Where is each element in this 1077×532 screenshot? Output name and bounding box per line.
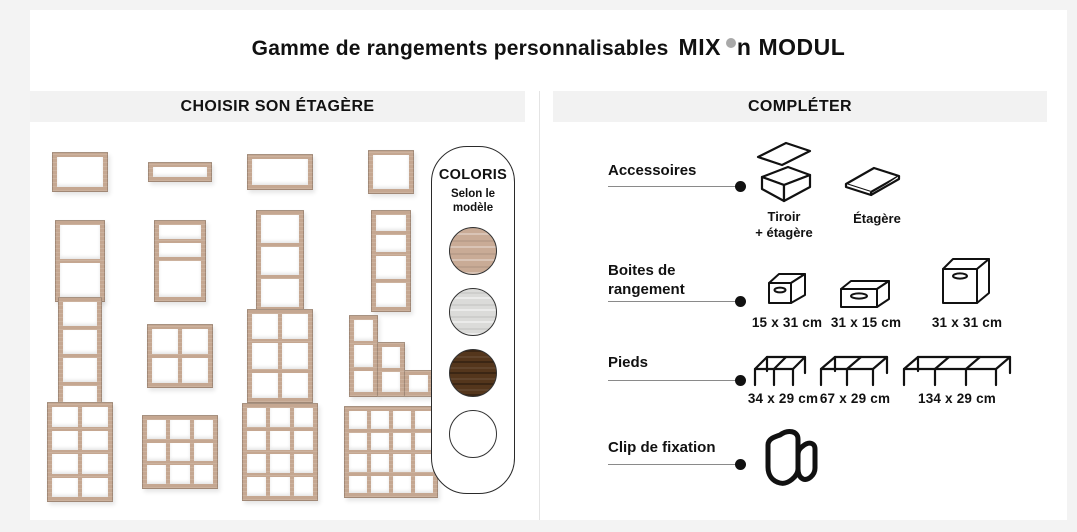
boite-15x31-icon: [761, 267, 811, 311]
shelf-compartment: [376, 283, 406, 307]
shelf-compartment: [247, 477, 266, 496]
boite-31x31-label: 31 x 31 cm: [931, 315, 1003, 330]
page-title: [30, 34, 1067, 61]
shelf-compartment: [159, 243, 201, 257]
shelf-colonne-3-cases: [230, 211, 330, 311]
clip-fixation-icon: [758, 425, 822, 495]
shelf-colonne-2-cases: [30, 211, 130, 311]
shelf-compartment: [82, 407, 108, 427]
shelf-compartment: [63, 302, 97, 326]
shelf-compartment: [252, 314, 278, 339]
boite-31x15-label: 31 x 15 cm: [830, 315, 902, 330]
swatch-blanc: [449, 410, 497, 458]
shelf-compartment: [152, 329, 178, 354]
shelf-compartment: [194, 420, 213, 439]
shelf-compartment: [382, 372, 401, 392]
shelf-compartment: [52, 431, 78, 451]
shelf-compartment: [60, 263, 100, 297]
shelf-compartment: [261, 247, 299, 275]
shelf-compartment: [152, 358, 178, 383]
shelf-compartment: [376, 256, 406, 280]
shelf-compartment: [247, 431, 266, 450]
title-text: Gamme de rangements personnalisables: [251, 37, 669, 60]
shelf-compartment: [147, 443, 166, 462]
shelf-compartment: [294, 477, 313, 496]
panel-divider: [539, 91, 540, 520]
shelf-compartment: [52, 478, 78, 498]
shelf-compartment: [247, 454, 266, 473]
pieds-34x29-label: 34 x 29 cm: [747, 391, 819, 406]
boite-31x31-icon: [937, 255, 993, 309]
shelf-meuble-a-etageres: [130, 211, 230, 311]
shelf-compartment: [294, 454, 313, 473]
connector-accessoires: [608, 186, 740, 187]
coloris-swatches: [432, 227, 514, 458]
shelf-compartment: [82, 478, 108, 498]
coloris-subtitle: Selon le modèle: [450, 188, 496, 214]
shelf-compartment: [194, 443, 213, 462]
shelf-compartment: [252, 373, 278, 398]
brand-logo: [679, 34, 846, 61]
shelf-compartment: [415, 476, 433, 494]
shelf-compartment: [294, 408, 313, 427]
shelf-compartment: [349, 454, 367, 472]
shelf-compartment: [282, 373, 308, 398]
shelf-compartment: [371, 411, 389, 429]
swatch-bois-clair: [449, 227, 497, 275]
shelf-compartment: [393, 411, 411, 429]
shelf-etagere-3x4: [230, 401, 330, 503]
shelf-etagere-2x4: [30, 401, 130, 503]
shelf-compartment: [294, 431, 313, 450]
swatch-bois-fonce: [449, 349, 497, 397]
shelf-compartment: [393, 433, 411, 451]
left-panel-header: CHOISIR SON ÉTAGÈRE: [30, 91, 525, 122]
shelf-compartment: [409, 375, 428, 392]
connector-clip: [608, 464, 740, 465]
shelf-compartment: [349, 411, 367, 429]
shelf-casier-large: [230, 133, 330, 211]
shelf-compartment: [82, 454, 108, 474]
shelf-compartment: [52, 407, 78, 427]
shelf-compartment: [270, 477, 289, 496]
pieds-67x29-icon: [815, 351, 895, 393]
right-panel-header: COMPLÉTER: [553, 91, 1047, 122]
shelf-compartment: [182, 358, 208, 383]
shelf-compartment: [57, 157, 103, 187]
tiroir-etagere-label: Tiroir + étagère: [755, 209, 813, 240]
shelf-compartment: [52, 454, 78, 474]
section-label-boites: Boites de rangement: [608, 262, 685, 298]
shelf-compartment: [282, 343, 308, 368]
shelf-compartment: [252, 159, 308, 185]
shelf-compartment: [159, 261, 201, 297]
shelf-compartment: [270, 408, 289, 427]
shelf-compartment: [371, 454, 389, 472]
etagere-label: Étagère: [853, 211, 901, 226]
connector-pieds: [608, 380, 740, 381]
shelf-compartment: [371, 433, 389, 451]
tiroir-etagere-icon: [751, 139, 817, 207]
shelf-compartment: [153, 167, 207, 177]
shelf-etagere-2x3: [230, 311, 330, 401]
panel-completer: [553, 91, 1047, 520]
boite-31x15-icon: [835, 273, 895, 311]
shelf-etagere-3x3: [130, 401, 230, 503]
brand-n: n: [736, 34, 752, 60]
shelf-cube-bas: [30, 133, 130, 211]
shelf-etagere-basse: [130, 133, 230, 211]
brand-mix: MIX: [678, 34, 721, 60]
shelf-compartment: [170, 443, 189, 462]
shelf-compartment: [60, 225, 100, 259]
shelf-compartment: [170, 420, 189, 439]
connector-boites: [608, 301, 740, 302]
section-label-pieds: Pieds: [608, 354, 649, 371]
shelf-compartment: [376, 215, 406, 231]
shelf-compartment: [247, 408, 266, 427]
shelf-compartment: [147, 465, 166, 484]
shelf-compartment: [382, 347, 401, 367]
shelf-compartment: [261, 279, 299, 307]
shelf-compartment: [159, 225, 201, 239]
shelf-colonne-4-cases: [30, 311, 130, 401]
section-label-clip: Clip de fixation: [608, 439, 716, 456]
swatch-bois-blanchi: [449, 288, 497, 336]
coloris-title: COLORIS: [438, 167, 508, 183]
shelf-compartment: [349, 476, 367, 494]
shelf-compartment: [252, 343, 278, 368]
pieds-134x29-icon: [898, 351, 1018, 393]
shelf-grid: [30, 133, 452, 513]
shelf-compartment: [194, 465, 213, 484]
etagere-icon: [841, 161, 905, 199]
shelf-compartment: [270, 431, 289, 450]
shelf-etagere-2x2: [130, 311, 230, 401]
coloris-panel: [431, 146, 515, 494]
shelf-compartment: [349, 433, 367, 451]
section-label-accessoires: Accessoires: [608, 162, 697, 179]
shelf-compartment: [82, 431, 108, 451]
pieds-134x29-label: 134 x 29 cm: [917, 391, 996, 406]
shelf-compartment: [170, 465, 189, 484]
brand-modul: MODUL: [758, 34, 846, 60]
shelf-compartment: [354, 345, 373, 366]
shelf-compartment: [63, 358, 97, 382]
shelf-compartment: [354, 320, 373, 341]
shelf-compartment: [393, 454, 411, 472]
brand-dot-icon: [726, 38, 736, 48]
shelf-compartment: [270, 454, 289, 473]
shelf-compartment: [282, 314, 308, 339]
pieds-34x29-icon: [749, 351, 813, 393]
boite-15x31-label: 15 x 31 cm: [751, 315, 823, 330]
shelf-compartment: [371, 476, 389, 494]
shelf-compartment: [376, 235, 406, 251]
shelf-compartment: [63, 330, 97, 354]
shelf-compartment: [261, 215, 299, 243]
shelf-compartment: [393, 476, 411, 494]
pieds-67x29-label: 67 x 29 cm: [819, 391, 891, 406]
shelf-compartment: [147, 420, 166, 439]
panel-choisir-etagere: [30, 91, 525, 520]
shelf-compartment: [182, 329, 208, 354]
shelf-compartment: [354, 371, 373, 392]
shelf-compartment: [373, 155, 409, 189]
